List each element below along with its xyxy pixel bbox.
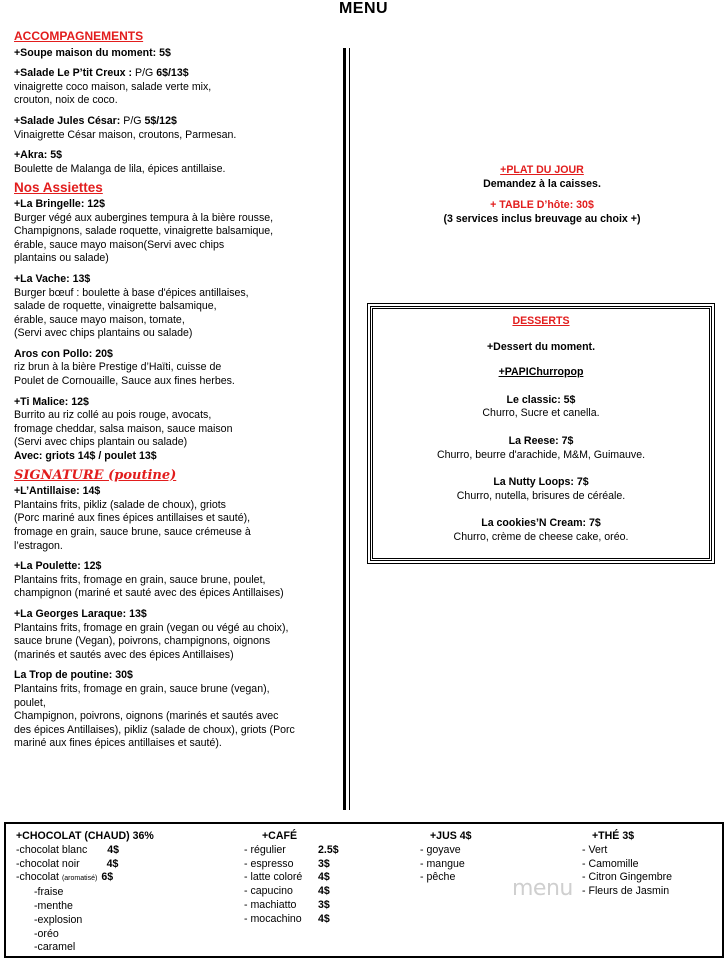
dessert-name: Le classic: 5$ bbox=[506, 393, 576, 406]
table-hote: + TABLE D’hôte: 30$ bbox=[490, 199, 594, 211]
item-desc: (marinés et sautés avec des épices Antillaises) bbox=[14, 648, 234, 661]
item-desc: sauce brune (Vegan), poivrons, champignons, oignons bbox=[14, 635, 271, 648]
menu-item bbox=[14, 485, 334, 553]
jus-header: +JUS 4$ bbox=[430, 830, 472, 842]
cafe-column bbox=[244, 830, 339, 927]
item-desc: des épices Antillaises), pikliz (salade de choux), griots (Porc bbox=[14, 723, 295, 736]
drinks-box bbox=[4, 822, 724, 958]
chocolat-column bbox=[16, 830, 154, 955]
left-column bbox=[14, 30, 334, 751]
menu-item: +Soupe maison du moment: 5$ bbox=[14, 46, 171, 59]
churropop-heading: +PAPIChurropop bbox=[498, 366, 584, 379]
drink-label: - espresso bbox=[244, 857, 294, 870]
drink-label: - régulier bbox=[244, 843, 286, 856]
column-divider bbox=[343, 48, 346, 810]
item-desc: riz brun à la bière Prestige d’Haïti, cuisse de bbox=[14, 361, 222, 374]
item-name: Aros con Pollo: 20$ bbox=[14, 347, 113, 360]
drink-item bbox=[244, 913, 339, 927]
item-name: +La Poulette: 12$ bbox=[14, 560, 102, 573]
drink-item: - Citron Gingembre bbox=[582, 871, 673, 884]
item-desc: poulet, bbox=[14, 696, 46, 709]
drink-item: - pêche bbox=[420, 871, 456, 884]
item-desc: Champignons, salade roquette, vinaigrette balsamique, bbox=[14, 225, 274, 238]
flavor-item: -caramel bbox=[34, 941, 76, 954]
chocolat-header: +CHOCOLAT (CHAUD) 36% bbox=[16, 830, 154, 842]
item-desc: Poulet de Cornouaille, Sauce aux fines herbes. bbox=[14, 375, 235, 388]
flavor-item: -fraise bbox=[34, 886, 64, 899]
item-desc: érable, sauce mayo maison(Servi avec chips bbox=[14, 238, 225, 251]
drink-item bbox=[244, 885, 339, 899]
menu-item: +Salade Le P’tit Creux : P/G 6$/13$ vinaigrette coco maison, salade verte mix, crouton, noix de coco. bbox=[14, 67, 212, 107]
dessert-item bbox=[373, 517, 709, 544]
drink-price: 3$ bbox=[318, 898, 330, 911]
dessert-desc: Churro, Sucre et canella. bbox=[482, 407, 600, 420]
item-name: +L’Antillaise: 14$ bbox=[14, 485, 101, 498]
dessert-name: La Nutty Loops: 7$ bbox=[493, 476, 589, 489]
flavor-item: -explosion bbox=[34, 913, 83, 926]
item-desc: fromage en grain, sauce brune, sauce crémeuse à bbox=[14, 526, 251, 538]
drink-label: - mocachino bbox=[244, 912, 302, 925]
item-desc: Burger végé aux aubergines tempura à la bière rousse, bbox=[14, 211, 274, 224]
menu-item bbox=[14, 198, 334, 266]
flavor-item: -oréo bbox=[34, 927, 59, 940]
item-desc: Champignon, poivrons, oignons (marinés et sautés avec bbox=[14, 710, 279, 723]
item-desc: Plantains frits, pikliz (salade de choux), griots bbox=[14, 498, 226, 511]
drink-item: - Fleurs de Jasmin bbox=[582, 885, 670, 898]
drink-label: - latte coloré bbox=[244, 871, 303, 884]
item-desc: érable, sauce mayo maison, tomate, bbox=[14, 313, 185, 326]
plat-line: Demandez à la caisses. bbox=[483, 178, 601, 190]
dessert-desc: Churro, beurre d'arachide, M&M, Guimauve. bbox=[436, 448, 646, 461]
dessert-desc: Churro, crème de cheese cake, oréo. bbox=[453, 530, 629, 543]
item-desc: champignon (mariné et sauté avec des épices Antillaises) bbox=[14, 587, 284, 600]
drink-item: - Camomille bbox=[582, 857, 639, 870]
dessert-item bbox=[373, 476, 709, 503]
drink-price: 4$ bbox=[318, 885, 330, 898]
item-desc: l’estragon. bbox=[14, 539, 63, 552]
drink-item: - goyave bbox=[420, 843, 461, 856]
dessert-desc: Churro, nutella, brisures de céréale. bbox=[456, 489, 626, 502]
drink-item bbox=[244, 899, 339, 913]
table-hote-note: (3 services inclus breuvage au choix +) bbox=[443, 213, 641, 225]
dessert-item bbox=[373, 394, 709, 421]
plat-title: +PLAT DU JOUR bbox=[500, 164, 584, 176]
drink-item: - mangue bbox=[420, 857, 465, 870]
menu-item bbox=[14, 608, 334, 662]
drink-item: -chocolat blanc 4$ bbox=[16, 843, 120, 856]
item-desc: Burger bœuf : boulette à base d'épices antillaises, bbox=[14, 286, 249, 299]
menu-item bbox=[14, 273, 334, 341]
item-desc: (Servi avec chips plantains ou salade) bbox=[14, 327, 193, 340]
dessert-moment: +Dessert du moment. bbox=[486, 340, 596, 353]
drink-item: -chocolat noir 4$ bbox=[16, 857, 119, 870]
menu-item: +Salade Jules César: P/G 5$/12$ Vinaigrette César maison, croutons, Parmesan. bbox=[14, 114, 237, 141]
assiettes-heading: Nos Assiettes bbox=[14, 180, 103, 196]
item-name: +La Bringelle: 12$ bbox=[14, 197, 105, 210]
drink-item bbox=[244, 858, 339, 872]
jus-column bbox=[420, 830, 472, 885]
drink-label: - machiatto bbox=[244, 898, 297, 911]
item-name: La Trop de poutine: 30$ bbox=[14, 669, 133, 682]
menu-item: +Akra: 5$ Boulette de Malanga de lila, épices antillaise. bbox=[14, 149, 226, 175]
dessert-name: La cookies’N Cream: 7$ bbox=[481, 517, 601, 530]
item-desc: salade de roquette, vinaigrette balsamique, bbox=[14, 300, 217, 313]
watermark: menu bbox=[512, 876, 573, 901]
page-title: MENU bbox=[338, 0, 389, 17]
menu-item bbox=[14, 560, 334, 601]
signature-heading: SIGNATURE (poutine) bbox=[14, 467, 177, 483]
dessert-item bbox=[373, 435, 709, 462]
item-desc: Plantains frits, fromage en grain (vegan ou végé au choix), bbox=[14, 621, 289, 634]
item-desc: Plantains frits, fromage en grain, sauce brune (vegan), bbox=[14, 682, 270, 695]
accompagnements-heading: ACCOMPAGNEMENTS bbox=[14, 29, 144, 43]
drink-price: 4$ bbox=[318, 912, 330, 925]
flavor-item: -menthe bbox=[34, 899, 73, 912]
item-desc: Burrito au riz collé au pois rouge, avocats, bbox=[14, 409, 212, 422]
drink-item bbox=[244, 871, 339, 885]
item-desc: (Servi avec chips plantain ou salade) bbox=[14, 436, 188, 449]
drink-item: -chocolat (aromatisé) 6$ bbox=[16, 871, 114, 884]
drink-price: 2.5$ bbox=[318, 843, 339, 856]
drink-price: 4$ bbox=[318, 871, 330, 884]
item-extra: Avec: griots 14$ / poulet 13$ bbox=[14, 450, 157, 463]
drink-item: - Vert bbox=[582, 843, 608, 856]
menu-item bbox=[14, 396, 334, 464]
drink-price: 3$ bbox=[318, 857, 330, 870]
menu-item bbox=[14, 669, 334, 751]
item-desc: fromage cheddar, salsa maison, sauce maison bbox=[14, 422, 233, 435]
item-name: +La Georges Laraque: 13$ bbox=[14, 607, 147, 620]
the-column bbox=[582, 830, 672, 899]
item-desc: mariné aux fines épices antillaises et sauté). bbox=[14, 737, 222, 750]
dessert-name: La Reese: 7$ bbox=[508, 434, 574, 447]
plat-du-jour bbox=[372, 163, 712, 226]
item-desc: Plantains frits, fromage en grain, sauce brune, poulet, bbox=[14, 573, 266, 586]
desserts-box bbox=[370, 306, 712, 561]
column-divider bbox=[349, 48, 350, 810]
item-name: +Ti Malice: 12$ bbox=[14, 395, 89, 408]
item-name: +La Vache: 13$ bbox=[14, 272, 91, 285]
desserts-heading: DESSERTS bbox=[512, 315, 570, 327]
cafe-header: +CAFÉ bbox=[262, 830, 298, 842]
drink-item bbox=[244, 844, 339, 858]
item-desc: plantains ou salade) bbox=[14, 252, 109, 265]
the-header: +THÉ 3$ bbox=[592, 830, 635, 842]
item-desc: (Porc mariné aux fines épices antillaises et sauté), bbox=[14, 512, 251, 525]
menu-item bbox=[14, 348, 334, 389]
drink-label: - capucino bbox=[244, 885, 293, 898]
